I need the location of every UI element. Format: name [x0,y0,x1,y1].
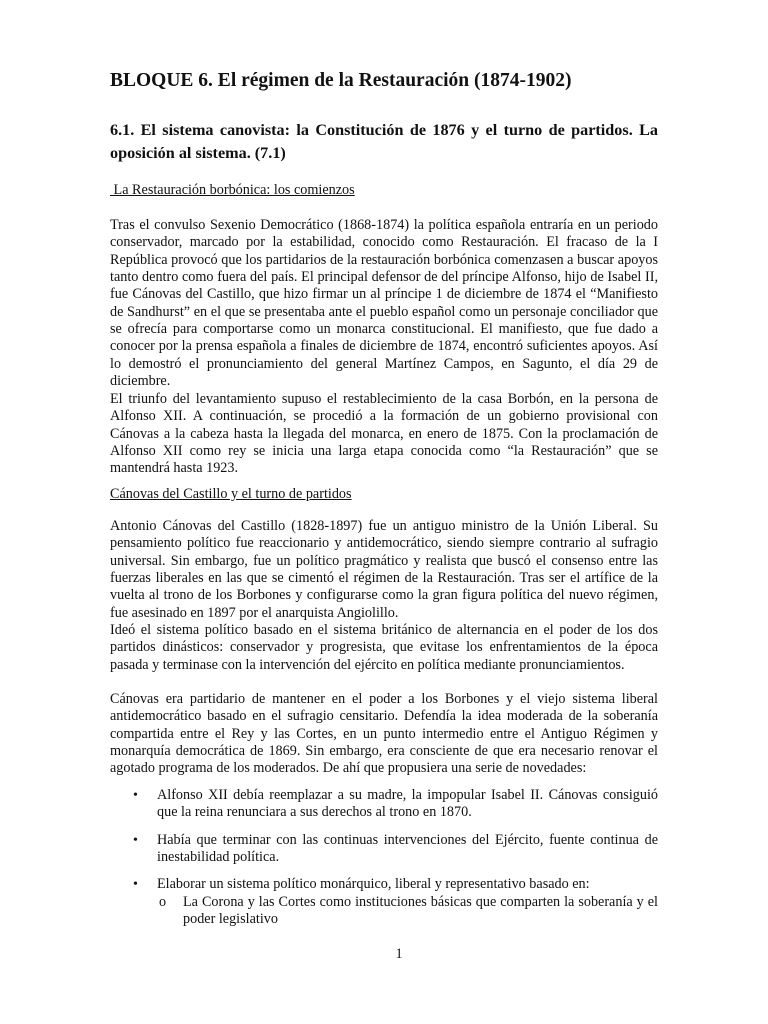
document-title: BLOQUE 6. El régimen de la Restauración (1874-1902) [110,70,572,91]
novedades-list [110,787,658,928]
section-subtitle: 6.1. El sistema canovista: la Constitución de 1876 y el turno de partidos. La oposición al sistema. (7.1) [110,121,658,162]
bullet-icon: • [133,877,138,893]
paragraph-partidario: Cánovas era partidario de mantener en el poder a los Borbones y el viejo sistema liberal antidemocrático basado en el sufragio censitario. Defendía la idea moderada de la soberanía compartida entre el Rey y las Cortes, en un punto intermedio entre el Antiguo Régimen y monarquía democrática de 1869. Sin embargo, era consciente de que era necesario renovar el agotado programa de los moderados. De ahí que propusiera una serie de novedades: [110,691,658,777]
list-item [110,876,658,928]
list-item [110,787,658,822]
bullet-icon: • [133,788,138,803]
sub-list-item-text: La Corona y las Cortes como instituciones básicas que comparten la soberanía y el poder legislativo [183,893,658,928]
list-item-text: Elaborar un sistema político monárquico, liberal y representativo basado en: [157,876,590,893]
paragraph-triunfo: El triunfo del levantamiento supuso el restablecimiento de la casa Borbón, en la persona de Alfonso XII. A continuación, se procedió a la formación de un gobierno provisional con Cánovas a la cabeza hasta la llegada del monarca, en enero de 1875. Con la proclamación de Alfonso XII como rey se inicia una larga etapa conocida como “la Restauración” que se mantendrá hasta 1923. [110,391,658,477]
sub-list-item [157,894,658,929]
sub-list [157,894,658,929]
list-item-text: Alfonso XII debía reemplazar a su madre, la impopular Isabel II. Cánovas consiguió que la reina renunciara a sus derechos al trono en 1870. [157,787,658,821]
paragraph-sexenio: Tras el convulso Sexenio Democrático (1868-1874) la política española entraría en un periodo conservador, marcado por la estabilidad, conocido como Restauración. El fracaso de la I República provocó que los partidarios de la restauración borbónica comenzasen a buscar apoyos tanto dentro como fuera del país. El principal defensor de del príncipe Alfonso, hijo de Isabel II, fue Cánovas del Castillo, que hizo firmar un al príncipe 1 de diciembre de 1874 el “Manifiesto de Sandhurst” en el que se presentaba ante el pueblo español como un personaje conciliador que se ofrecía para comportarse como un monarca constitucional. El manifiesto, que fue dado a conocer por la prensa española a finales de diciembre de 1874, encontró suficientes apoyos. Así lo demostró el pronunciamiento del general Martínez Campos, en Sagunto, el día 29 de diciembre. [110,217,658,390]
paragraph-canovas-bio: Antonio Cánovas del Castillo (1828-1897) fue un antiguo ministro de la Unión Liberal. Su pensamiento político fue reaccionario y antidemocrático, siendo siempre contrario al sufragio universal. Sin embargo, fue un político pragmático y realista que buscó el consenso entre las fuerzas liberales en las que se cimentó el régimen de la Restauración. Tras ser el artífice de la vuelta al trono de los Borbones y configurarse como la gran figura política del nuevo régimen, fue asesinado en 1897 por el anarquista Angiolillo. [110,518,658,621]
paragraph-sistema-britanico: Ideó el sistema político basado en el sistema británico de alternancia en el poder de los dos partidos dinásticos: conservador y progresista, que evitase los enfrentamientos de la época pasada y terminase con la intervención del ejército en política mediante pronunciamientos. [110,622,658,673]
list-item [110,832,658,867]
circle-bullet-icon: o [159,893,167,910]
section-heading-restauracion: La Restauración borbónica: los comienzos [110,182,355,198]
bullet-icon: • [133,832,138,848]
list-item-text: Había que terminar con las continuas intervenciones del Ejército, fuente continua de inestabilidad política. [157,831,658,866]
section-heading-canovas: Cánovas del Castillo y el turno de partidos [110,486,352,502]
page-number: 1 [395,946,403,962]
